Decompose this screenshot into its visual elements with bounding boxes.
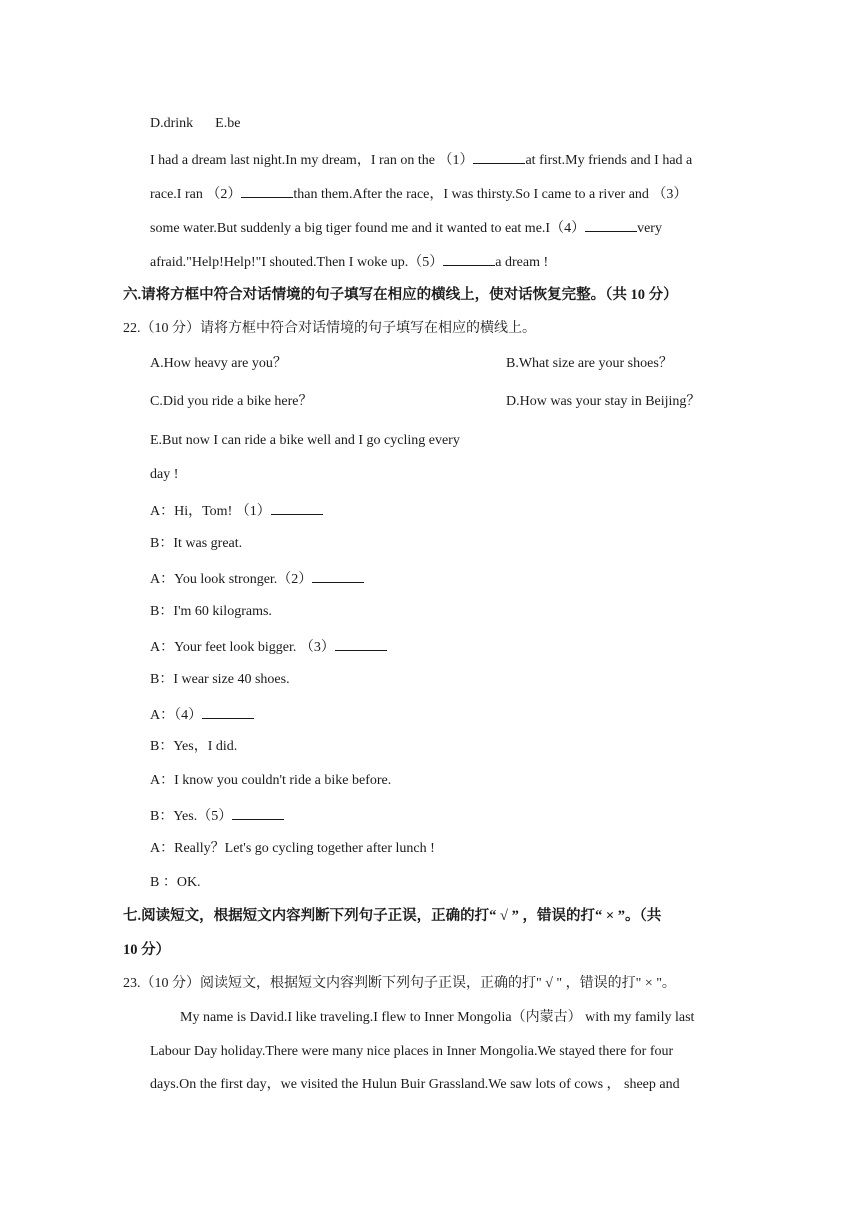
passage-text: a dream ! bbox=[495, 255, 549, 270]
option-d: D.How was your stay in Beijing？ bbox=[506, 394, 701, 409]
option-e-line-2: day ! bbox=[150, 467, 179, 482]
dialogue-text: A：You look stronger.（2） bbox=[150, 572, 313, 587]
passage-text: than them.After the race，I was thirsty.So I came to a river and （3） bbox=[293, 187, 688, 202]
option-b: B.What size are your shoes？ bbox=[506, 356, 673, 371]
reading-line-2: Labour Day holiday.There were many nice places in Inner Mongolia.We stayed there for four bbox=[150, 1044, 674, 1059]
dialogue-line: B ：OK. bbox=[150, 875, 201, 890]
passage-text: at first.My friends and I had a bbox=[525, 153, 693, 168]
answer-blank-2[interactable] bbox=[241, 184, 293, 198]
dialogue-line: B：It was great. bbox=[150, 536, 243, 551]
dialogue-text: B：Yes.（5） bbox=[150, 809, 233, 824]
dialogue-line bbox=[150, 705, 254, 725]
dialogue-line bbox=[150, 569, 364, 589]
section-7-heading-line-2: 10 分） bbox=[123, 942, 171, 958]
dialogue-line: A：Really？Let's go cycling together after lunch ! bbox=[150, 841, 435, 856]
dialogue-line: B：I wear size 40 shoes. bbox=[150, 672, 290, 687]
passage-text: race.I ran （2） bbox=[150, 187, 242, 202]
answer-blank-4[interactable] bbox=[585, 218, 637, 232]
option-e-line-1: E.But now I can ride a bike well and I go cycling every bbox=[150, 433, 460, 448]
dialogue-line bbox=[150, 637, 387, 657]
question-number: 23. bbox=[123, 976, 141, 991]
option-c: C.Did you ride a bike here？ bbox=[150, 394, 313, 409]
reading-line-3: days.On the first day，we visited the Hulun Buir Grassland.We saw lots of cows ， sheep and bbox=[150, 1077, 680, 1092]
option-a: A.How heavy are you？ bbox=[150, 356, 287, 371]
passage-text: afraid."Help!Help!"I shouted.Then I woke up.（5） bbox=[150, 255, 444, 270]
section-7-heading-line-1: 七.阅读短文，根据短文内容判断下列句子正误，正确的打“ √ ” ，错误的打“ × ”。（共 bbox=[123, 908, 662, 924]
dialogue-blank-1[interactable] bbox=[271, 501, 323, 515]
section-6-heading: 六.请将方框中符合对话情境的句子填写在相应的横线上，使对话恢复完整。（共 10 分） bbox=[123, 287, 678, 303]
passage-text: very bbox=[637, 221, 662, 236]
dialogue-text: A：（4） bbox=[150, 708, 203, 723]
question-text: （10 分）阅读短文，根据短文内容判断下列句子正误，正确的打" √ " ，错误的打" × "。 bbox=[140, 976, 676, 991]
dialogue-blank-2[interactable] bbox=[312, 569, 364, 583]
dialogue-line bbox=[150, 806, 284, 826]
passage-line-1 bbox=[150, 150, 730, 170]
answer-blank-1[interactable] bbox=[473, 150, 525, 164]
dialogue-blank-5[interactable] bbox=[232, 806, 284, 820]
reading-line-1: My name is David.I like traveling.I flew to Inner Mongolia（内蒙古） with my family last bbox=[180, 1010, 695, 1025]
dialogue-line bbox=[150, 501, 323, 521]
option-d: D.drink bbox=[150, 116, 194, 131]
dialogue-line: B：Yes，I did. bbox=[150, 739, 238, 754]
passage-line-4 bbox=[150, 252, 548, 272]
question-22 bbox=[123, 320, 536, 338]
dialogue-text: A：Hi，Tom! （1） bbox=[150, 504, 271, 519]
passage-line-2 bbox=[150, 184, 730, 204]
dialogue-line: B：I'm 60 kilograms. bbox=[150, 604, 272, 619]
question-text: （10 分）请将方框中符合对话情境的句子填写在相应的横线上。 bbox=[140, 321, 536, 336]
option-e: E.be bbox=[215, 116, 241, 131]
question-23 bbox=[123, 975, 676, 993]
dialogue-blank-4[interactable] bbox=[202, 705, 254, 719]
dialogue-blank-3[interactable] bbox=[335, 637, 387, 651]
passage-text: I had a dream last night.In my dream，I ran on the （1） bbox=[150, 153, 474, 168]
question-number: 22. bbox=[123, 321, 141, 336]
passage-line-3 bbox=[150, 218, 730, 238]
answer-blank-5[interactable] bbox=[443, 252, 495, 266]
dialogue-text: A：Your feet look bigger. （3） bbox=[150, 640, 335, 655]
dialogue-line: A：I know you couldn't ride a bike before. bbox=[150, 773, 392, 788]
passage-text: some water.But suddenly a big tiger found me and it wanted to eat me.I（4） bbox=[150, 221, 586, 236]
options-line bbox=[150, 115, 240, 133]
